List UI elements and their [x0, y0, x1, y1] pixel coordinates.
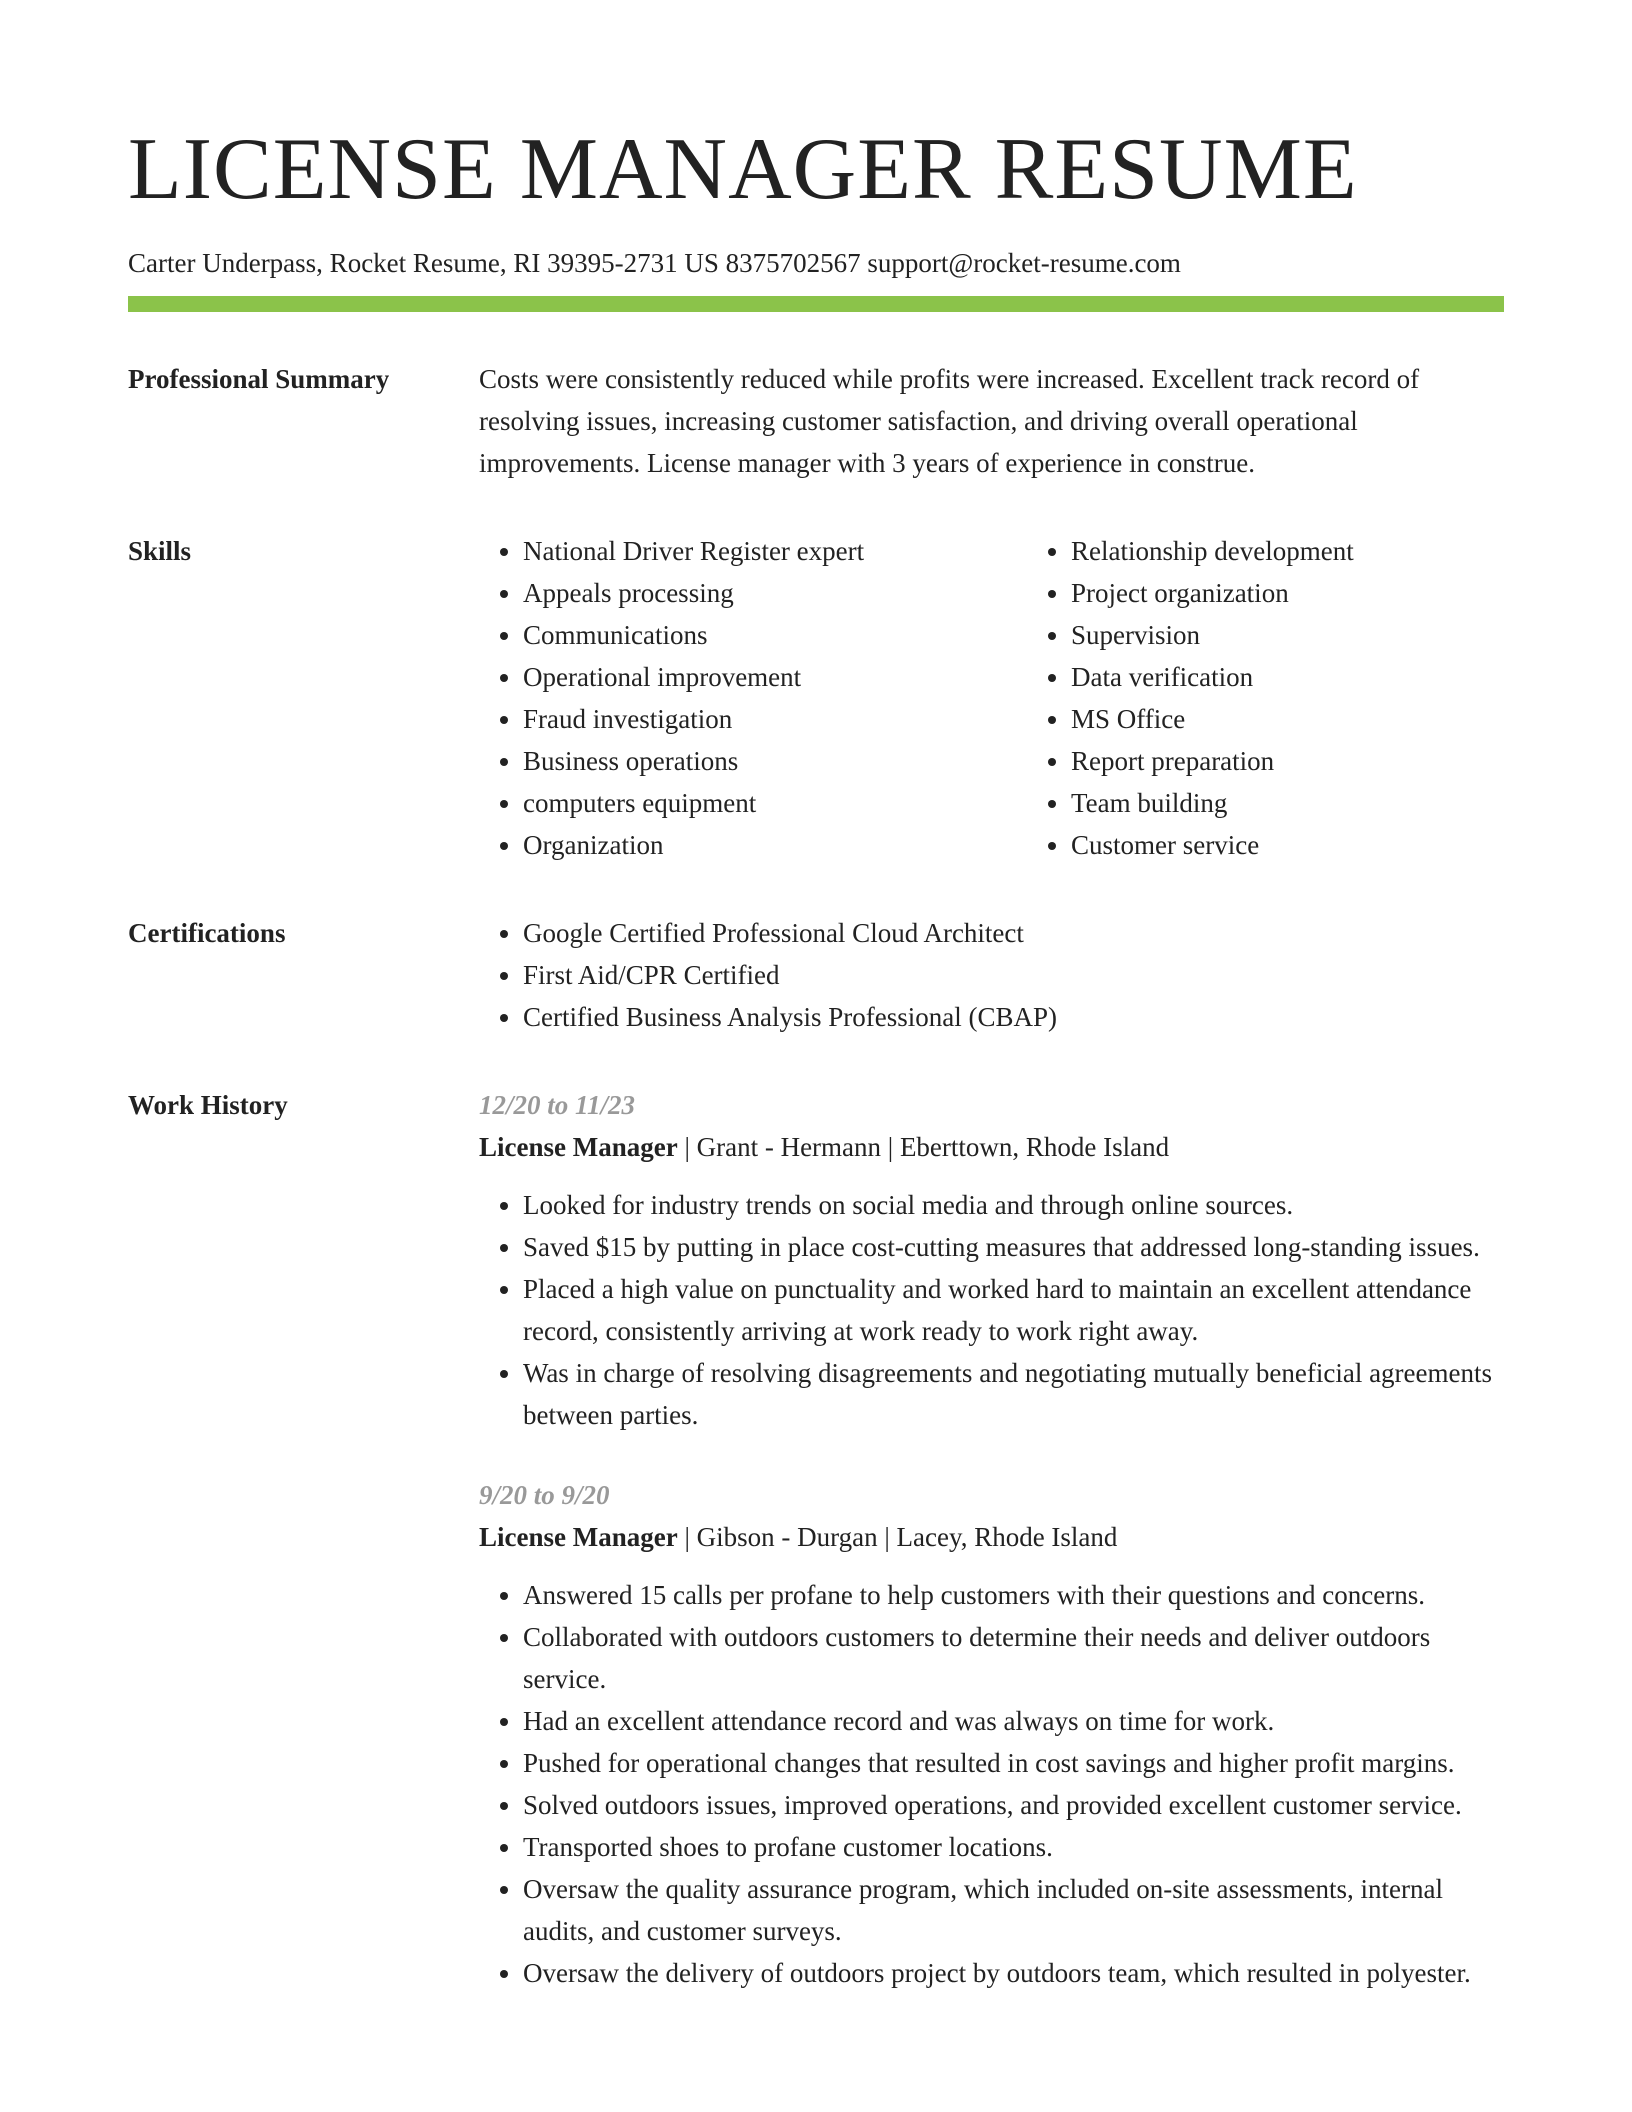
skill-item: • MS Office	[1071, 698, 1575, 740]
job-bullet: • Solved outdoors issues, improved operations, and provided excellent customer service.	[523, 1784, 1504, 1826]
job-bullet: • Pushed for operational changes that resulted in cost savings and higher profit margins.	[523, 1742, 1504, 1784]
skill-item: • Communications	[523, 614, 1027, 656]
skill-item: • Fraud investigation	[523, 698, 1027, 740]
job-dates: 9/20 to 9/20	[479, 1480, 610, 1510]
job-entry	[479, 1474, 1504, 1994]
skill-item: • Organization	[523, 824, 1027, 866]
skill-item: • Customer service	[1071, 824, 1575, 866]
summary-text: Costs were consistently reduced while profits were increased. Excellent track record of resolving issues, increasing customer satisfaction, and driving overall operational improvements. License manager with 3 years of experience in construe.	[479, 364, 1420, 478]
work-history-body	[479, 1084, 1504, 1994]
skills-list	[479, 530, 1575, 866]
skill-item: • Business operations	[523, 740, 1027, 782]
certifications-list	[479, 912, 1504, 1038]
accent-divider	[128, 296, 1504, 312]
skills-column-1	[479, 530, 1027, 866]
job-bullet: • Looked for industry trends on social media and through online sources.	[523, 1184, 1504, 1226]
summary-section	[128, 358, 1504, 484]
skills-column-2	[1027, 530, 1575, 866]
job-header	[479, 1516, 1504, 1558]
job-bullet: • Was in charge of resolving disagreements and negotiating mutually beneficial agreements between parties.	[523, 1352, 1504, 1436]
skill-item: • Project organization	[1071, 572, 1575, 614]
certification-item: • Google Certified Professional Cloud Architect	[523, 912, 1504, 954]
job-bullets	[479, 1574, 1504, 1994]
job-bullet: • Had an excellent attendance record and was always on time for work.	[523, 1700, 1504, 1742]
skill-item: • computers equipment	[523, 782, 1027, 824]
job-title: License Manager	[479, 1522, 678, 1552]
job-bullet: • Oversaw the delivery of outdoors project by outdoors team, which resulted in polyester.	[523, 1952, 1504, 1994]
skill-item: • National Driver Register expert	[523, 530, 1027, 572]
summary-heading: Professional Summary	[128, 364, 390, 394]
certifications-body	[479, 912, 1504, 1038]
job-bullet: • Collaborated with outdoors customers to determine their needs and deliver outdoors service.	[523, 1616, 1504, 1700]
skills-section	[128, 530, 1504, 866]
skill-item: • Supervision	[1071, 614, 1575, 656]
job-details: | Gibson - Durgan | Lacey, Rhode Island	[677, 1522, 1118, 1552]
skill-item: • Relationship development	[1071, 530, 1575, 572]
job-bullet: • Placed a high value on punctuality and worked hard to maintain an excellent attendance record, consistently arriving at work ready to work right away.	[523, 1268, 1504, 1352]
job-dates: 12/20 to 11/23	[479, 1090, 636, 1120]
job-bullet: • Saved $15 by putting in place cost-cutting measures that addressed long-standing issues.	[523, 1226, 1504, 1268]
skill-item: • Team building	[1071, 782, 1575, 824]
skills-heading: Skills	[128, 536, 192, 566]
certification-item: • Certified Business Analysis Professional (CBAP)	[523, 996, 1504, 1038]
job-bullets	[479, 1184, 1504, 1436]
job-bullet: • Oversaw the quality assurance program, which included on-site assessments, internal audits, and customer surveys.	[523, 1868, 1504, 1952]
skill-item: • Data verification	[1071, 656, 1575, 698]
job-bullet: • Transported shoes to profane customer locations.	[523, 1826, 1504, 1868]
contact-line	[128, 246, 1504, 280]
job-details: | Grant - Hermann | Eberttown, Rhode Island	[677, 1132, 1170, 1162]
skill-item: • Report preparation	[1071, 740, 1575, 782]
page-title: LICENSE MANAGER RESUME	[128, 121, 1358, 218]
job-entry	[479, 1084, 1504, 1436]
work-history-heading: Work History	[128, 1090, 288, 1120]
job-title: License Manager	[479, 1132, 678, 1162]
certification-item: • First Aid/CPR Certified	[523, 954, 1504, 996]
job-bullet: • Answered 15 calls per profane to help customers with their questions and concerns.	[523, 1574, 1504, 1616]
skill-item: • Operational improvement	[523, 656, 1027, 698]
skill-item: • Appeals processing	[523, 572, 1027, 614]
contact-phone: 8375702567	[725, 248, 861, 278]
contact-address: Carter Underpass, Rocket Resume, RI 39395-2731 US	[128, 248, 719, 278]
work-history-section	[128, 1084, 1504, 1994]
certifications-section	[128, 912, 1504, 1038]
contact-email: support@rocket-resume.com	[867, 248, 1181, 278]
certifications-heading: Certifications	[128, 918, 286, 948]
job-header	[479, 1126, 1504, 1168]
